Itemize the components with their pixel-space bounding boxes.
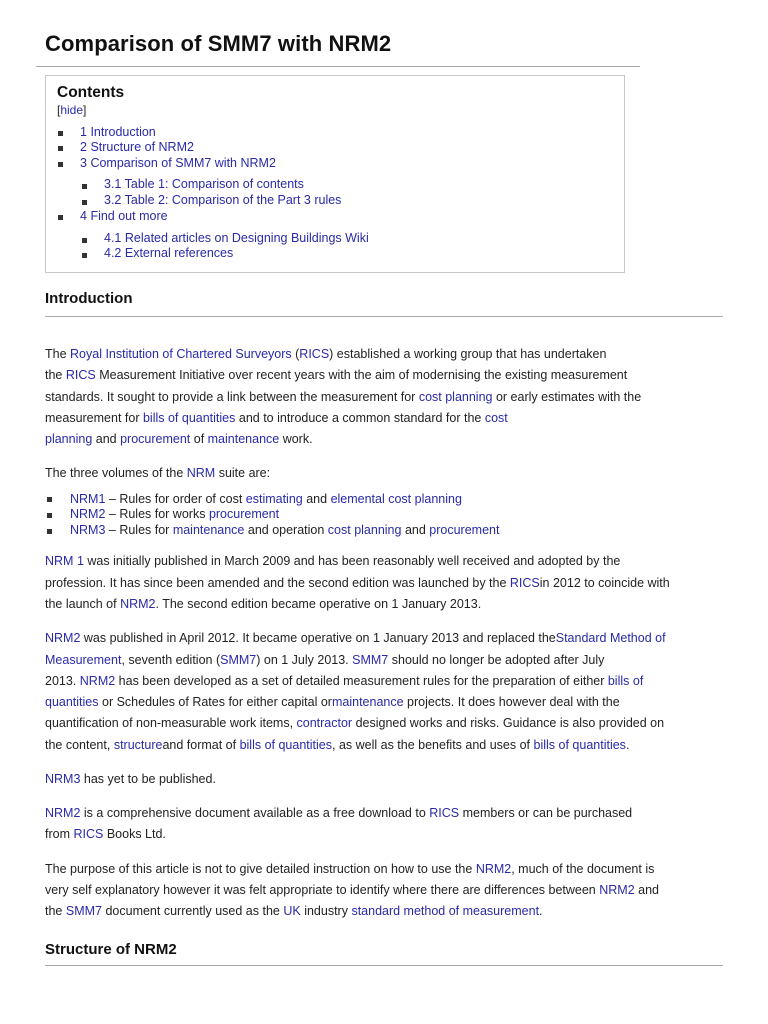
toc-item-related-articles[interactable] [104, 231, 369, 245]
text-run: and to introduce a common standard for the [235, 411, 485, 425]
toc-bullet-icon [58, 146, 63, 151]
text-run: . [539, 904, 543, 918]
link-cost-planning[interactable]: cost [484, 411, 508, 425]
toc-item-number[interactable]: 1 [80, 125, 87, 139]
text-run: of [190, 432, 208, 446]
toc-item-label[interactable]: External references [124, 246, 234, 260]
link-rics[interactable]: RICS [429, 806, 460, 820]
paragraph-line [45, 862, 654, 876]
text-run: designed works and risks. Guidance is also provided on [352, 716, 665, 730]
text-run: and operation [244, 523, 328, 537]
link-nrm2[interactable]: NRM2 [475, 862, 512, 876]
toc-item-number[interactable]: 4.1 [104, 231, 122, 245]
link-procurement[interactable]: procurement [208, 507, 280, 521]
paragraph-line [45, 597, 481, 611]
toc-item-label[interactable]: Table 2: Comparison of the Part 3 rules [124, 193, 342, 207]
text-run: has been developed as a set of detailed measurement rules for the preparation of either [115, 674, 608, 688]
link-maintenance[interactable]: maintenance [331, 695, 404, 709]
link-nrm2[interactable]: NRM2 [45, 631, 81, 645]
text-run: industry [300, 904, 352, 918]
toc-item-structure[interactable] [80, 140, 194, 154]
paragraph-line [45, 432, 313, 446]
toc-item-number[interactable]: 2 [80, 140, 87, 154]
toc-bullet-icon [82, 238, 87, 243]
text-run: was published in April 2012. It became operative on 1 January 2013 and replaced the [80, 631, 556, 645]
text-run: Books Ltd. [103, 827, 166, 841]
text-run: , much of the document is [511, 862, 655, 876]
text-run: the content, [45, 738, 114, 752]
link-elemental-cost-planning[interactable]: elemental cost planning [330, 492, 462, 506]
list-item [70, 523, 499, 537]
paragraph-line [45, 466, 270, 480]
paragraph-line [45, 411, 508, 425]
text-run: was initially published in March 2009 and has been reasonably well received and adopted by the [83, 554, 621, 568]
link-rics[interactable]: RICS [65, 368, 96, 382]
toc-item-label[interactable]: Table 1: Comparison of contents [124, 177, 304, 191]
link-nrm2[interactable]: NRM2 [45, 806, 81, 820]
toc-item-number[interactable]: 3.1 [104, 177, 122, 191]
text-run: and [401, 523, 430, 537]
link-nrm2[interactable]: NRM2 [70, 507, 106, 521]
paragraph-line [45, 806, 632, 820]
toc-item-introduction[interactable] [80, 125, 156, 139]
paragraph-line [45, 827, 166, 841]
text-run: in 2012 to coincide with [539, 576, 670, 590]
toc-hide-link[interactable]: hide [60, 103, 84, 117]
toc-heading: Contents [57, 84, 125, 101]
text-run: The three volumes of the [45, 466, 187, 480]
link-structure[interactable]: structure [113, 738, 163, 752]
toc-item-label[interactable]: Find out more [90, 209, 168, 223]
link-estimating[interactable]: estimating [245, 492, 303, 506]
toc-item-label[interactable]: Comparison of SMM7 with NRM2 [90, 156, 276, 170]
link-procurement[interactable]: procurement [120, 432, 191, 446]
link-rics[interactable]: RICS [299, 347, 330, 361]
link-nrm3[interactable]: NRM3 [70, 523, 106, 537]
text-run: The [45, 347, 71, 361]
section-heading-structure: Structure of NRM2 [45, 941, 177, 958]
link-standard-method[interactable]: Measurement [45, 653, 122, 667]
link-nrm2[interactable]: NRM2 [79, 674, 116, 688]
text-run: , as well as the benefits and uses of [332, 738, 534, 752]
text-run: – Rules for [105, 523, 173, 537]
text-run: and [302, 492, 331, 506]
link-bills-of-quantities[interactable]: bills of quantities [142, 411, 236, 425]
text-run: work. [279, 432, 313, 446]
toc-item-label[interactable]: Introduction [90, 125, 156, 139]
link-cost-planning[interactable]: cost planning [327, 523, 402, 537]
link-nrm1[interactable]: NRM1 [70, 492, 106, 506]
list-item [70, 492, 462, 506]
toc-hide-open-bracket: [ [57, 103, 61, 117]
text-run: profession. It has since been amended and the second edition was launched by the [45, 576, 510, 590]
text-run: and format of [162, 738, 240, 752]
link-bills-of-quantities[interactable]: bills of quantities [533, 738, 626, 752]
link-bills-of-quantities[interactable]: bills of quantities [239, 738, 332, 752]
paragraph-line [45, 554, 620, 568]
title-divider [36, 66, 640, 67]
text-run: 2013. [45, 674, 80, 688]
paragraph-line [45, 653, 604, 667]
toc-item-find-out-more[interactable] [80, 209, 168, 223]
toc-item-label[interactable]: Related articles on Designing Buildings Wiki [124, 231, 369, 245]
section-divider [45, 316, 723, 317]
link-smm7[interactable]: SMM7 [220, 653, 257, 667]
text-run: and [634, 883, 660, 897]
text-run: very self explanatory however it was felt appropriate to identify where there are differences between [45, 883, 600, 897]
paragraph-line [45, 695, 620, 709]
link-smm7[interactable]: SMM7 [352, 653, 389, 667]
paragraph-line [45, 390, 641, 404]
text-run: document currently used as the [101, 904, 284, 918]
paragraph-line [45, 368, 627, 382]
toc-hide-close-bracket: ] [83, 103, 87, 117]
toc-item-number[interactable]: 4 [80, 209, 87, 223]
section-heading-introduction: Introduction [45, 290, 133, 307]
toc-item-number[interactable]: 3 [80, 156, 87, 170]
text-run: The purpose of this article is not to give detailed instruction on how to use the [45, 862, 476, 876]
toc-bullet-icon [82, 184, 87, 189]
text-run: – Rules for works [105, 507, 209, 521]
link-standard-method[interactable]: standard method of measurement [351, 904, 540, 918]
toc-item-external-references[interactable] [104, 246, 233, 260]
link-maintenance[interactable]: maintenance [207, 432, 280, 446]
link-nrm1[interactable]: NRM 1 [45, 554, 84, 568]
text-run: suite are: [215, 466, 271, 480]
link-cost-planning[interactable]: cost planning [418, 390, 493, 404]
text-run: measurement for [45, 411, 143, 425]
text-run: ) on 1 July 2013. [256, 653, 353, 667]
table-of-contents [45, 75, 625, 273]
text-run: from [45, 827, 74, 841]
link-rics[interactable]: RICS [73, 827, 104, 841]
toc-bullet-icon [58, 162, 63, 167]
text-run: the [45, 904, 66, 918]
text-run: and [92, 432, 121, 446]
text-run: members or can be purchased [459, 806, 633, 820]
text-run: the launch of [45, 597, 121, 611]
text-run: quantification of non-measurable work items, [45, 716, 297, 730]
toc-item-comparison[interactable] [80, 156, 276, 170]
text-run: or Schedules of Rates for either capital or [98, 695, 332, 709]
paragraph-line [45, 904, 543, 918]
toc-item-label[interactable]: Structure of NRM2 [90, 140, 194, 154]
text-run: is a comprehensive document available as a free download to [80, 806, 430, 820]
link-bills-of-quantities[interactable]: bills of [607, 674, 644, 688]
section-divider [45, 965, 723, 966]
paragraph-line [45, 631, 666, 645]
page-title: Comparison of SMM7 with NRM2 [45, 31, 392, 56]
toc-bullet-icon [58, 215, 63, 220]
list-bullet-icon [47, 513, 52, 518]
text-run: standards. It sought to provide a link between the measurement for [45, 390, 419, 404]
link-rics[interactable]: RICS [509, 576, 540, 590]
link-bills-of-quantities[interactable]: quantities [45, 695, 99, 709]
link-smm7[interactable]: SMM7 [65, 904, 102, 918]
toc-item-table-2[interactable] [104, 193, 341, 207]
text-run: . The second edition became operative on 1 January 2013. [155, 597, 482, 611]
link-cost-planning[interactable]: planning [45, 432, 93, 446]
text-run: . [625, 738, 630, 752]
link-maintenance[interactable]: maintenance [172, 523, 245, 537]
link-uk[interactable]: UK [283, 904, 301, 918]
text-run: ) established a working group that has undertaken [329, 347, 607, 361]
link-nrm3[interactable]: NRM3 [45, 772, 81, 786]
link-nrm2[interactable]: NRM2 [599, 883, 635, 897]
link-standard-method[interactable]: Standard Method of [555, 631, 666, 645]
toc-bullet-icon [82, 253, 87, 258]
text-run: projects. It does however deal with the [403, 695, 620, 709]
list-bullet-icon [47, 529, 52, 534]
paragraph-line [45, 772, 216, 786]
toc-item-number[interactable]: 4.2 [104, 246, 122, 260]
text-run: ( [291, 347, 300, 361]
toc-hide-toggle [57, 103, 86, 117]
text-run: the [45, 368, 66, 382]
link-nrm[interactable]: NRM [186, 466, 216, 480]
toc-item-number[interactable]: 3.2 [104, 193, 122, 207]
list-bullet-icon [47, 497, 52, 502]
paragraph-line [45, 347, 606, 361]
toc-bullet-icon [58, 131, 63, 136]
text-run: – Rules for order of cost [105, 492, 246, 506]
link-nrm2[interactable]: NRM2 [120, 597, 156, 611]
toc-bullet-icon [82, 200, 87, 205]
text-run: Measurement Initiative over recent years with the aim of modernising the existing measurement [95, 368, 628, 382]
paragraph-line [45, 674, 643, 688]
paragraph-line [45, 576, 670, 590]
paragraph-line [45, 738, 629, 752]
text-run: should no longer be adopted after July [388, 653, 605, 667]
link-rics-full[interactable]: Royal Institution of Chartered Surveyors [70, 347, 292, 361]
paragraph-line [45, 883, 659, 897]
link-procurement[interactable]: procurement [429, 523, 500, 537]
text-run: or early estimates with the [492, 390, 642, 404]
toc-item-table-1[interactable] [104, 177, 304, 191]
text-run: has yet to be published. [80, 772, 216, 786]
list-item [70, 507, 279, 521]
text-run: , seventh edition ( [121, 653, 221, 667]
link-contractor[interactable]: contractor [296, 716, 353, 730]
paragraph-line [45, 716, 664, 730]
